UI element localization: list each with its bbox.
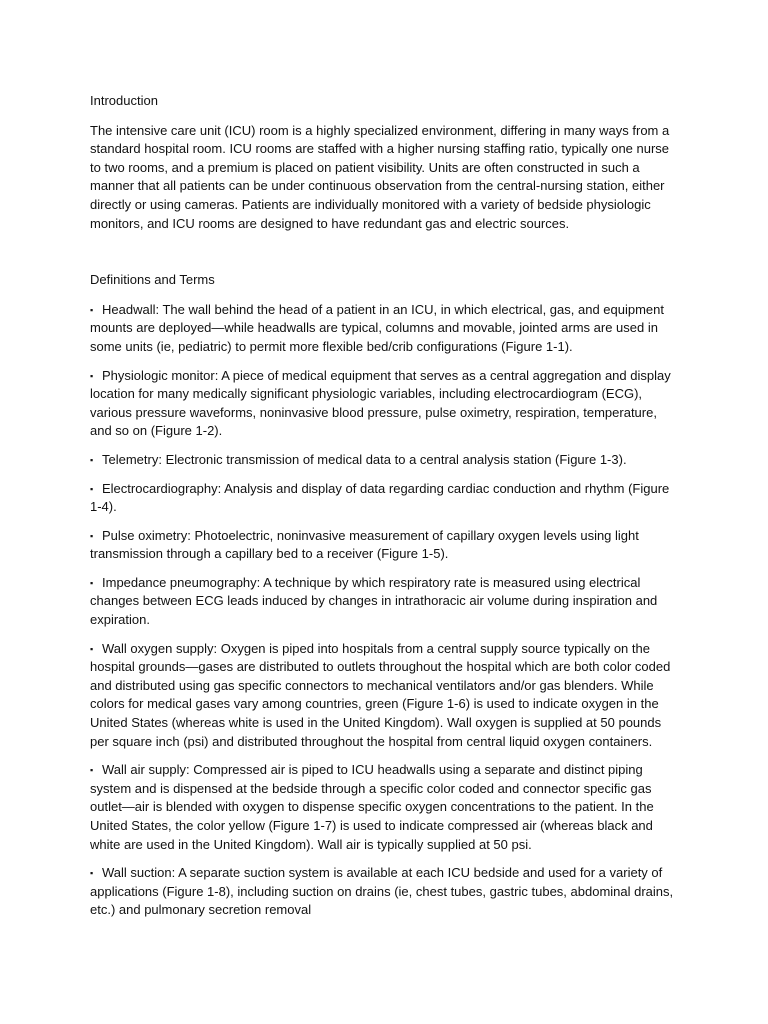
definition-item — [90, 301, 680, 357]
bullet-icon: ▪ — [90, 483, 94, 494]
definition-text: Impedance pneumography: A technique by which respiratory rate is measured using electrical changes between ECG leads induced by changes in intrathoracic air volume during inspiration and expiration. — [90, 574, 658, 628]
definitions-list — [90, 301, 680, 920]
bullet-icon: ▪ — [90, 530, 94, 541]
definition-text: Pulse oximetry: Photoelectric, noninvasive measurement of capillary oxygen levels using light transmission through a capillary bed to a receiver (Figure 1-5). — [90, 527, 639, 562]
definition-item — [90, 864, 680, 920]
bullet-icon: ▪ — [90, 868, 94, 879]
bullet-icon: ▪ — [90, 370, 94, 381]
definition-item — [90, 367, 680, 441]
document-page — [90, 92, 680, 930]
definition-item — [90, 640, 680, 752]
definition-item — [90, 451, 680, 470]
definition-text: Electrocardiography: Analysis and display of data regarding cardiac conduction and rhythm (Figure 1-4). — [90, 480, 670, 515]
definition-text: Wall air supply: Compressed air is piped to ICU headwalls using a separate and distinct piping system and is dispensed at the bedside through a specific color coded and connector specific gas outlet—air is blended with oxygen to dispense specific oxygen concentrations to the patient. In the United States, the color yellow (Figure 1-7) is used to indicate compressed air (whereas black and white are used in the United Kingdom). Wall air is typically supplied at 50 psi. — [90, 762, 654, 852]
definition-item — [90, 527, 680, 564]
introduction-heading: Introduction — [90, 93, 158, 108]
bullet-icon: ▪ — [90, 577, 94, 588]
bullet-icon: ▪ — [90, 454, 94, 465]
definition-text: Wall oxygen supply: Oxygen is piped into hospitals from a central supply source typically on the hospital grounds—gases are distributed to outlets throughout the hospital which are both color coded and distributed using gas specific connectors to mechanical ventilators and/or gas blenders. While colors for medical gases vary among countries, green (Figure 1-6) is used to indicate oxygen in the United States (whereas white is used in the United Kingdom). Wall oxygen is supplied at 50 pounds per square inch (psi) and distributed throughout the hospital from central liquid oxygen containers. — [90, 640, 671, 749]
definition-text: Telemetry: Electronic transmission of medical data to a central analysis station (Figure 1-3). — [102, 451, 627, 467]
bullet-icon: ▪ — [90, 765, 94, 776]
bullet-icon: ▪ — [90, 643, 94, 654]
definition-text: Physiologic monitor: A piece of medical equipment that serves as a central aggregation and display location for many medically significant physiologic variables, including electrocardiogram (ECG), various pressure waveforms, noninvasive blood pressure, pulse oximetry, respiration, temperature, and so on (Figure 1-2). — [90, 367, 671, 439]
introduction-paragraph: The intensive care unit (ICU) room is a highly specialized environment, differing in many ways from a standard hospital room. ICU rooms are staffed with a higher nursing staffing ratio, typically one nurse to two rooms, and a premium is placed on patient visibility. Units are often constructed in such a manner that all patients can be under continuous observation from the central-nursing station, either directly or using cameras. Patients are individually monitored with a variety of bedside physiologic monitors, and ICU rooms are designed to have redundant gas and electric sources. — [90, 122, 670, 231]
definition-item — [90, 574, 680, 630]
definition-item — [90, 480, 680, 517]
definition-text: Headwall: The wall behind the head of a patient in an ICU, in which electrical, gas, and equipment mounts are deployed—while headwalls are typical, columns and movable, jointed arms are used in some units (ie, pediatric) to permit more flexible bed/crib configurations (Figure 1-1). — [90, 301, 664, 354]
definitions-heading: Definitions and Terms — [90, 272, 215, 288]
definition-text: Wall suction: A separate suction system is available at each ICU bedside and used for a variety of applications (Figure 1-8), including suction on drains (ie, chest tubes, gastric tubes, abdominal drains, etc.) and pulmonary secretion removal — [90, 865, 674, 918]
definition-item — [90, 761, 680, 854]
bullet-icon: ▪ — [90, 304, 94, 315]
